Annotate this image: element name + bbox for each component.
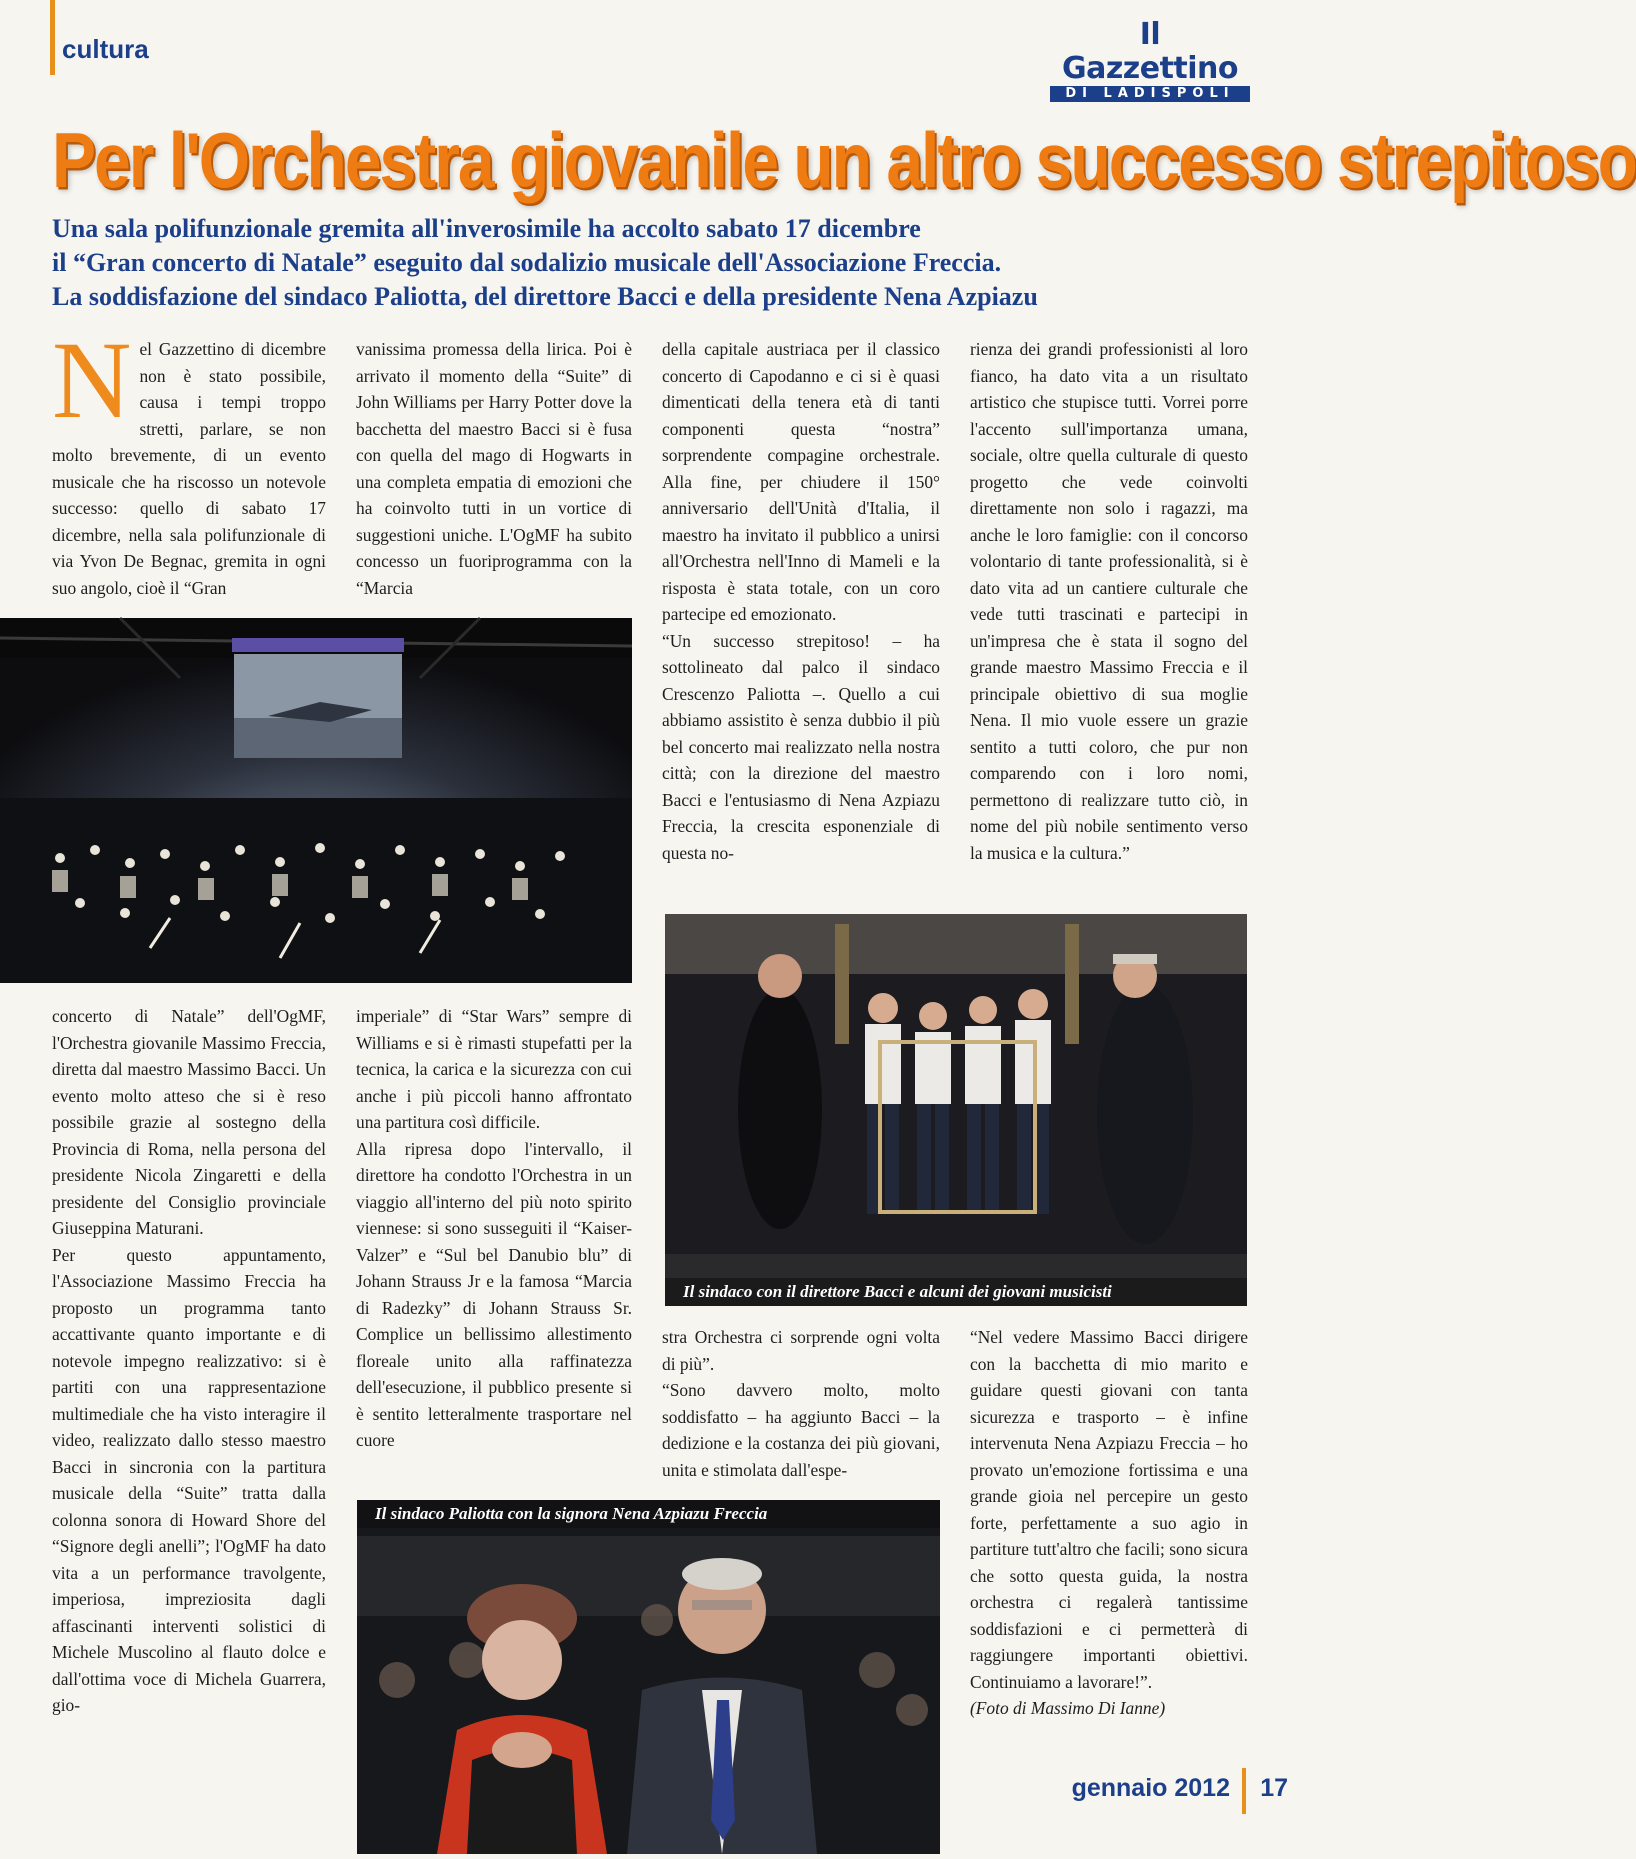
audience-photo-illustration bbox=[357, 1500, 940, 1854]
section-label: cultura bbox=[62, 34, 149, 64]
article-column-1-bottom bbox=[52, 1003, 326, 1719]
subhead-line: il “Gran concerto di Natale” eseguito dal sodalizio musicale dell'Associazione Freccia. bbox=[52, 248, 1002, 277]
drop-cap: N bbox=[52, 319, 132, 441]
article-column-2-top bbox=[356, 336, 632, 601]
paragraph: della capitale austriaca per il classico concerto di Capodanno e ci si è quasi dimenticati della tenera età di tanti componenti questa “nostra” sorprendente compagine orchestrale. Alla fine, per chiudere il 150° anniversario dell'Unità d'Italia, il maestro ha invitato il pubblico a unirsi all'Orchestra nell'Inno di Mameli e la risposta è stata totale, con un coro partecipe ed emozionato. bbox=[662, 339, 940, 624]
headline: Per l'Orchestra giovanile un altro successo strepitoso bbox=[52, 116, 1636, 204]
paragraph: “Un successo strepitoso! – ha sottolineato dal palco il sindaco Crescenzo Paliotta –. Quello a cui abbiamo assistito è senza dubbio il più bel concerto mai realizzato nella nostra città; con la direzione del maestro Bacci e l'entusiasmo di Nena Azpiazu Freccia, la crescita esponenziale di questa no- bbox=[662, 630, 940, 863]
article-column-3-bottom bbox=[662, 1324, 940, 1483]
paragraph: Alla ripresa dopo l'intervallo, il direttore ha condotto l'Orchestra in un viaggio all'interno del più noto spirito viennese: si sono susseguiti il “Kaiser-Valzer” e “Sul bel Danubio blu” di Johann Strauss Jr e la famosa “Marcia di Radezky” di Johann Strauss Sr. Complice un bellissimo allestimento floreale unito alla raffinatezza dell'esecuzione, il pubblico presente si è sentito letteralmente trasportare nel cuore bbox=[356, 1138, 632, 1450]
paragraph: stra Orchestra ci sorprende ogni volta di più”. bbox=[662, 1327, 940, 1374]
paragraph: concerto di Natale” dell'OgMF, l'Orchestra giovanile Massimo Freccia, diretta dal maestro Massimo Bacci. Un evento molto atteso che si è reso possibile grazie al sostegno della Provincia di Roma, nella persona del presidente Nicola Zingaretti e della presidente del Consiglio provinciale Giuseppina Maturani. bbox=[52, 1006, 326, 1238]
paragraph: Per questo appuntamento, l'Associazione Massimo Freccia ha proposto un programma tanto accattivante quanto importante e di notevole impegno realizzativo: si è partiti con una rappresentazione multimediale che ha visto interagire il video, realizzato dallo stesso maestro Bacci in sincronia con la partitura musicale della “Suite” tratta dalla colonna sonora di Howard Shore del “Signore degli anelli”; l'OgMF ha dato vita a un performance travolgente, imperiosa, impreziosita dagli affascinanti interventi solistici di Michele Muscolino al flauto dolce e dall'ottima voce di Michela Guarrera, gio- bbox=[52, 1244, 326, 1715]
page-number: 17 bbox=[1260, 1774, 1288, 1802]
article-column-4-bottom bbox=[970, 1324, 1248, 1722]
subheadline bbox=[52, 212, 1252, 314]
section-accent-bar bbox=[50, 0, 55, 75]
masthead-logo bbox=[1050, 18, 1250, 102]
orchestra-photo-illustration bbox=[0, 618, 632, 983]
logo-name: Il Gazzettino bbox=[1061, 17, 1239, 86]
paragraph: “Nel vedere Massimo Bacci dirigere con la bacchetta di mio marito e guidare questi giovani con tanta sicurezza e trasporto – è infine intervenuta Nena Azpiazu Freccia – ho provato un'emozione fortissima e una grande gioia nel percepire un gesto forte, perfettamente a suo agio in partiture tutt'altro che facili; sono sicura che sotto questa guida, la nostra orchestra ci regalerà tantissime soddisfazioni e ci permetterà di raggiungere importanti obiettivi. Continuiamo a lavorare!”. bbox=[970, 1327, 1248, 1692]
issue-date: gennaio 2012 bbox=[1071, 1774, 1230, 1802]
orchestra-photo bbox=[0, 618, 632, 983]
paragraph: imperiale” di “Star Wars” sempre di Williams e si è rimasti stupefatti per la tecnica, la carica e la sicurezza con cui anche i più piccoli hanno affrontato una partitura così difficile. bbox=[356, 1006, 632, 1132]
article-column-2-bottom bbox=[356, 1003, 632, 1454]
subhead-line: Una sala polifunzionale gremita all'inverosimile ha accolto sabato 17 dicembre bbox=[52, 214, 921, 243]
paragraph: rienza dei grandi professionisti al loro fianco, ha dato vita a un risultato artistico che stupisce tutti. Vorrei porre l'accento sull'importanza umana, sociale, oltre quella culturale di questo progetto che vede coinvolti direttamente non solo i ragazzi, ma anche le loro famiglie: con il concorso volontario di tante professionalità, si è dato vita ad un cantiere culturale che vede tutti trascinati e partecipi in un'impresa che è stata il sogno del grande maestro Massimo Freccia e il principale obiettivo di sua moglie Nena. Il mio vuole essere un grazie sentito a tutti coloro, che pur non comparendo con i loro nomi, permettono di realizzare tutto ciò, in nome del più nobile sentimento verso la musica e la cultura.” bbox=[970, 339, 1248, 863]
stage-photo-illustration bbox=[665, 914, 1247, 1306]
paragraph: vanissima promessa della lirica. Poi è arrivato il momento della “Suite” di John Williams per Harry Potter dove la bacchetta del maestro Bacci si è fusa con quella del mago di Hogwarts in una completa empatia di emozioni che ha coinvolto tutti in un vortice di suggestioni uniche. L'OgMF ha subito concesso un fuoriprogramma con la “Marcia bbox=[356, 339, 632, 598]
audience-photo bbox=[357, 1500, 940, 1854]
stage-photo bbox=[665, 914, 1247, 1306]
article-column-3-top bbox=[662, 336, 940, 866]
logo-subtitle: DI LADISPOLI bbox=[1050, 86, 1250, 102]
paragraph: “Sono davvero molto, molto soddisfatto – ha aggiunto Bacci – la dedizione e la costanza dei più giovani, unita e stimolata dall'espe- bbox=[662, 1380, 940, 1480]
paragraph: el Gazzettino di dicembre non è stato possibile, causa i tempi troppo stretti, parlare, se non molto brevemente, di un evento musicale che ha riscosso un notevole successo: quello di sabato 17 dicembre, nella sala polifunzionale di via Yvon De Begnac, gremita in ogni suo angolo, cioè il “Gran bbox=[52, 339, 326, 598]
photo-caption: Il sindaco Paliotta con la signora Nena Azpiazu Freccia bbox=[357, 1500, 940, 1528]
subhead-line: La soddisfazione del sindaco Paliotta, del direttore Bacci e della presidente Nena Azpiazu bbox=[52, 282, 1038, 311]
article-column-1-top bbox=[52, 319, 326, 601]
footer-accent-bar bbox=[1242, 1768, 1246, 1814]
article-column-4-top bbox=[970, 336, 1248, 866]
photo-credit: (Foto di Massimo Di Ianne) bbox=[970, 1698, 1166, 1718]
photo-caption: Il sindaco con il direttore Bacci e alcuni dei giovani musicisti bbox=[665, 1278, 1247, 1306]
